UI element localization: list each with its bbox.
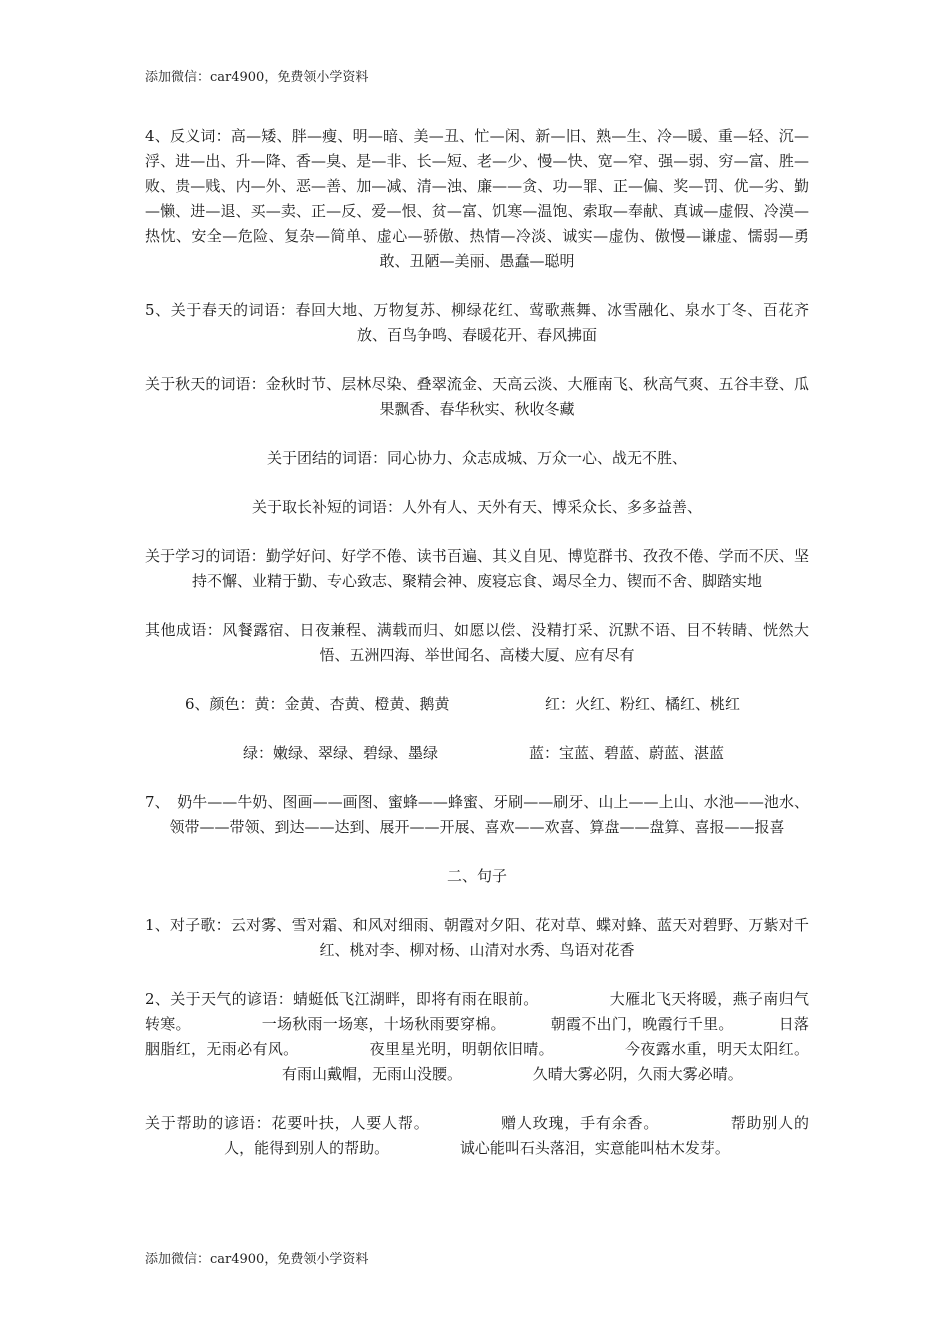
weather-proverb: 大雁北飞天将暖，燕子南归气转寒。 xyxy=(145,990,809,1033)
help-proverb: 关于帮助的谚语：花要叶扶，人要人帮。 xyxy=(145,1114,430,1132)
colors-row-1 xyxy=(145,692,809,717)
unity-words-paragraph: 关于团结的词语：同心协力、众志成城、万众一心、战无不胜、 xyxy=(266,449,687,467)
color-red: 红：火红、粉红、橘红、桃红 xyxy=(545,695,741,713)
weather-proverb: 夜里星光明，明朝依旧晴。 xyxy=(369,1040,554,1058)
weather-proverb: 有雨山戴帽，无雨山没腰。 xyxy=(281,1065,462,1083)
study-words-paragraph: 关于学习的词语：勤学好问、好学不倦、读书百遍、其义自见、博览群书、孜孜不倦、学而不厌、坚持不懈、业精于勤、专心致志、聚精会神、废寝忘食、竭尽全力、锲而不舍、脚踏实地 xyxy=(145,547,809,590)
weather-proverb: 朝霞不出门，晚霞行千里。 xyxy=(550,1015,734,1033)
word-swap-paragraph: 7、 奶牛——牛奶、图画——画图、蜜蜂——蜂蜜、牙刷——刷牙、山上——上山、水池——池水、领带——带领、到达——达到、展开——开展、喜欢——欢喜、算盘——盘算、喜报——报喜 xyxy=(145,793,809,836)
autumn-words-paragraph: 关于秋天的词语：金秋时节、层林尽染、叠翠流金、天高云淡、大雁南飞、秋高气爽、五谷丰登、瓜果飘香、春华秋实、秋收冬藏 xyxy=(145,375,809,418)
weather-proverb: 久晴大雾必阴，久雨大雾必晴。 xyxy=(532,1065,743,1083)
color-green: 绿：嫩绿、翠绿、碧绿、墨绿 xyxy=(243,744,439,762)
color-yellow: 6、颜色：黄：金黄、杏黄、橙黄、鹅黄 xyxy=(185,695,450,713)
weather-proverb: 今夜露水重，明天太阳红。 xyxy=(625,1040,809,1058)
strengths-words-paragraph: 关于取长补短的词语：人外有人、天外有天、博采众长、多多益善、 xyxy=(251,498,702,516)
help-proverbs-paragraph xyxy=(145,1111,809,1161)
section-heading: 二、句子 xyxy=(446,867,507,885)
help-proverb: 帮助别人的人，能得到别人的帮助。 xyxy=(224,1114,809,1157)
weather-proverb: 2、关于天气的谚语：蜻蜓低飞江湖畔，即将有雨在眼前。 xyxy=(145,990,539,1008)
couplet-song-paragraph: 1、对子歌：云对雾、雪对霜、和风对细雨、朝霞对夕阳、花对草、蝶对蜂、蓝天对碧野、万紫对千红、桃对李、柳对杨、山清对水秀、鸟语对花香 xyxy=(145,916,809,959)
weather-proverb: 日落胭脂红，无雨必有风。 xyxy=(145,1015,809,1058)
document-body xyxy=(145,124,809,1185)
idioms-paragraph: 其他成语：风餐露宿、日夜兼程、满载而归、如愿以偿、没精打采、沉默不语、目不转睛、恍然大悟、五洲四海、举世闻名、高楼大厦、应有尽有 xyxy=(145,621,809,664)
weather-proverb: 一场秋雨一场寒，十场秋雨要穿棉。 xyxy=(261,1015,506,1033)
colors-row-2 xyxy=(145,741,809,766)
help-proverb: 赠人玫瑰，手有余香。 xyxy=(501,1114,660,1132)
weather-proverbs-paragraph xyxy=(145,987,809,1087)
page-header: 添加微信：car4900，免费领小学资料 xyxy=(145,70,369,85)
page-footer: 添加微信：car4900，免费领小学资料 xyxy=(145,1252,369,1267)
color-blue: 蓝：宝蓝、碧蓝、蔚蓝、湛蓝 xyxy=(529,744,725,762)
antonyms-paragraph: 4、反义词：高—矮、胖—瘦、明—暗、美—丑、忙—闲、新—旧、熟—生、冷—暖、重—轻、沉—浮、进—出、升—降、香—臭、是—非、长—短、老—少、慢—快、宽—窄、强—弱、穷—富、胜—败、贵—贱、内—外、恶—善、加—减、清—浊、廉——贪、功—罪、正—偏、奖—罚、优—劣、勤—懒、进—退、买—卖、正—反、爱—恨、贫—富、饥寒—温饱、索取—奉献、真诚—虚假、冷漠—热忱、安全—危险、复杂—简单、虚心—骄傲、热情—冷淡、诚实—虚伪、傲慢—谦虚、懦弱—勇敢、丑陋—美丽、愚蠢—聪明 xyxy=(145,127,810,270)
spring-words-paragraph: 5、关于春天的词语：春回大地、万物复苏、柳绿花红、莺歌燕舞、冰雪融化、泉水丁冬、百花齐放、百鸟争鸣、春暖花开、春风拂面 xyxy=(145,301,809,344)
help-proverb: 诚心能叫石头落泪，实意能叫枯木发芽。 xyxy=(459,1139,730,1157)
